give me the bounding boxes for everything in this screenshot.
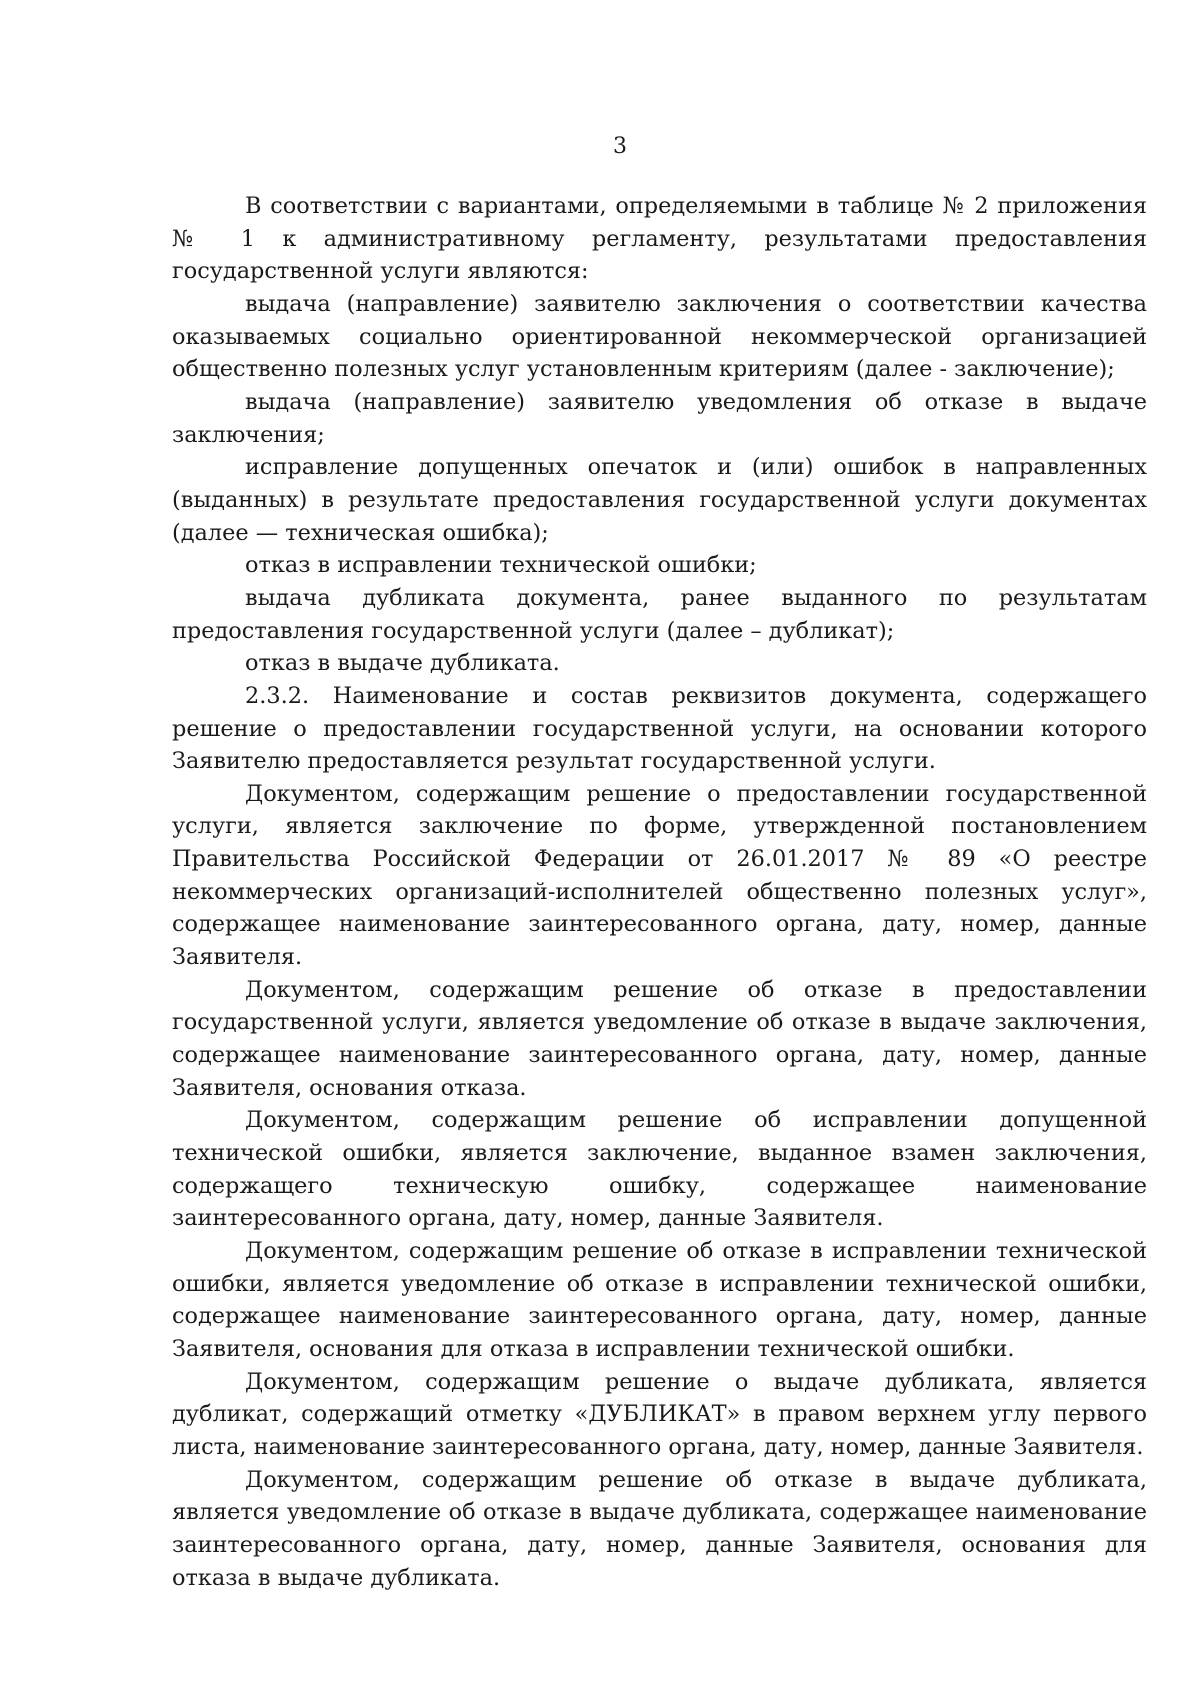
paragraph-doc-correction-refusal-decision: Документом, содержащим решение об отказе в исправлении технической ошибки, является уведомление об отказе в исправлении технической ошибки, содержащее наименование заинтересованного органа, дату, номер, данные Заявителя, основания для отказа в исправлении технической ошибки.	[172, 1238, 1147, 1362]
paragraph-result-refusal-notice: выдача (направление) заявителю уведомления об отказе в выдаче заключения;	[172, 388, 1147, 448]
paragraph-result-duplicate: выдача дубликата документа, ранее выданного по результатам предоставления государственной услуги (далее – дубликат);	[172, 584, 1147, 644]
document-body	[172, 190, 1147, 1594]
page-number: 3	[613, 134, 627, 159]
paragraph-result-correction-refusal: отказ в исправлении технической ошибки;	[245, 552, 757, 579]
paragraph-doc-duplicate-refusal-decision: Документом, содержащим решение об отказе в выдаче дубликата, является уведомление об отказе в выдаче дубликата, содержащее наименование заинтересованного органа, дату, номер, данные Заявителя, основания для отказа в выдаче дубликата.	[172, 1466, 1147, 1591]
paragraph-doc-correction-decision: Документом, содержащим решение об исправлении допущенной технической ошибки, является заключение, выданное взамен заключения, содержащего техническую ошибку, содержащее наименование заинтересованного органа, дату, номер, данные Заявителя.	[172, 1107, 1147, 1232]
paragraph-result-duplicate-refusal: отказ в выдаче дубликата.	[245, 650, 560, 677]
paragraph-doc-provision-decision: Документом, содержащим решение о предоставлении государственной услуги, является заключение по форме, утвержденной постановлением Правительства Российской Федерации от 26.01.2017 № 89 «О реестре некоммерческих организаций-исполнителей общественно полезных услуг», содержащее наименование заинтересованного органа, дату, номер, данные Заявителя.	[172, 780, 1147, 971]
paragraph-result-conclusion: выдача (направление) заявителю заключения о соответствии качества оказываемых социально ориентированной некоммерческой организацией общественно полезных услуг установленным критериям (далее - заключение);	[172, 290, 1147, 383]
paragraph-doc-duplicate-decision: Документом, содержащим решение о выдаче дубликата, является дубликат, содержащий отметку «ДУБЛИКАТ» в правом верхнем углу первого листа, наименование заинтересованного органа, дату, номер, данные Заявителя.	[172, 1368, 1147, 1460]
paragraph-result-error-correction: исправление допущенных опечаток и (или) ошибок в направленных (выданных) в результате предоставления государственной услуги документах (далее — техническая ошибка);	[172, 454, 1147, 546]
paragraph-section-2-3-2: 2.3.2. Наименование и состав реквизитов документа, содержащего решение о предоставлении государственной услуги, на основании которого Заявителю предоставляется результат государственной услуги.	[172, 682, 1147, 775]
paragraph-doc-refusal-decision: Документом, содержащим решение об отказе в предоставлении государственной услуги, является уведомление об отказе в выдаче заключения, содержащее наименование заинтересованного органа, дату, номер, данные Заявителя, основания отказа.	[172, 976, 1147, 1101]
paragraph-results-intro: В соответствии с вариантами, определяемыми в таблице № 2 приложения № 1 к административному регламенту, результатами предоставления государственной услуги являются:	[172, 193, 1147, 285]
